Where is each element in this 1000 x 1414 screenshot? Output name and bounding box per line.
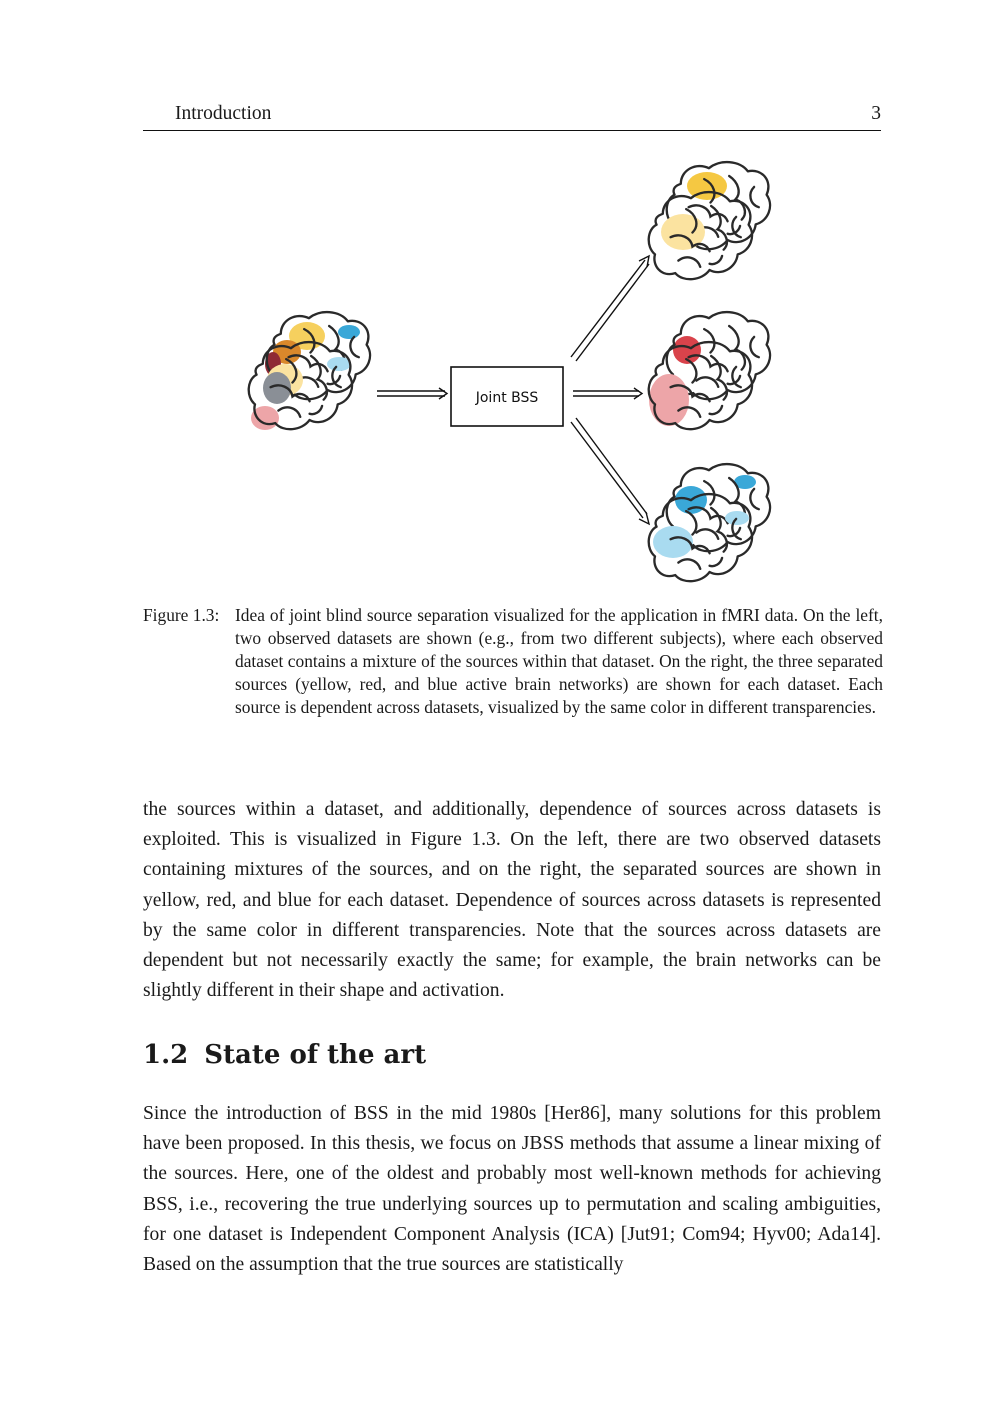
section-heading: [143, 1040, 426, 1070]
separated-source-red: [649, 312, 770, 429]
running-header: [143, 100, 881, 131]
observed-datasets-brains: [249, 312, 370, 430]
body-paragraph-1: the sources within a dataset, and additionally, dependence of sources across datasets is exploited. This is visualized in Figure 1.3. On the left, there are two observed datasets containing mixtures of the sources, and on the right, the separated sources are shown in yellow, red, and blue for each dataset. Dependence of sources across datasets is represented by the same color in different transparencies. Note that the sources across datasets are dependent but not necessarily exactly the same; for example, the brain networks can be slightly different in their shape and activation.: [143, 799, 881, 1002]
joint-bss-figure: [143, 150, 881, 605]
output-arrows: [571, 256, 649, 524]
separated-source-blue: [649, 464, 770, 581]
section-title: State of the art: [204, 1040, 427, 1070]
mixed-region-blue: [338, 325, 360, 339]
separated-source-yellow: [649, 162, 770, 279]
section-number: 1.2: [143, 1040, 189, 1070]
body-paragraph-2: Since the introduction of BSS in the mid 1980s [Her86], many solutions for this problem have been proposed. In this thesis, we focus on JBSS methods that assume a linear mixing of the sources. Here, one of the oldest and probably most well-known methods for achieving BSS, i.e., recovering the true underlying sources up to permutation and scaling ambiguities, for one dataset is Independent Component Analysis (ICA) [Jut91; Com94; Hyv00; Ada14]. Based on the assumption that the true sources are statistically: [143, 1103, 881, 1276]
page-number: 3: [871, 103, 881, 124]
caption-label: Figure 1.3:: [143, 605, 220, 625]
arrow-into-bss: [377, 388, 447, 399]
figure-caption: [143, 604, 883, 719]
joint-bss-label: Joint BSS: [475, 390, 539, 406]
caption-text: Idea of joint blind source separation visualized for the application in fMRI data. On the left, two observed datasets are shown (e.g., from two different subjects), where each observed dataset contains a mixture of the sources within that dataset. On the right, the three separated sources (yellow, red, and blue active brain networks) are shown for each dataset. Each source is dependent across datasets, visualized by the same color in different transparencies.: [235, 605, 883, 717]
chapter-title: Introduction: [175, 103, 272, 124]
